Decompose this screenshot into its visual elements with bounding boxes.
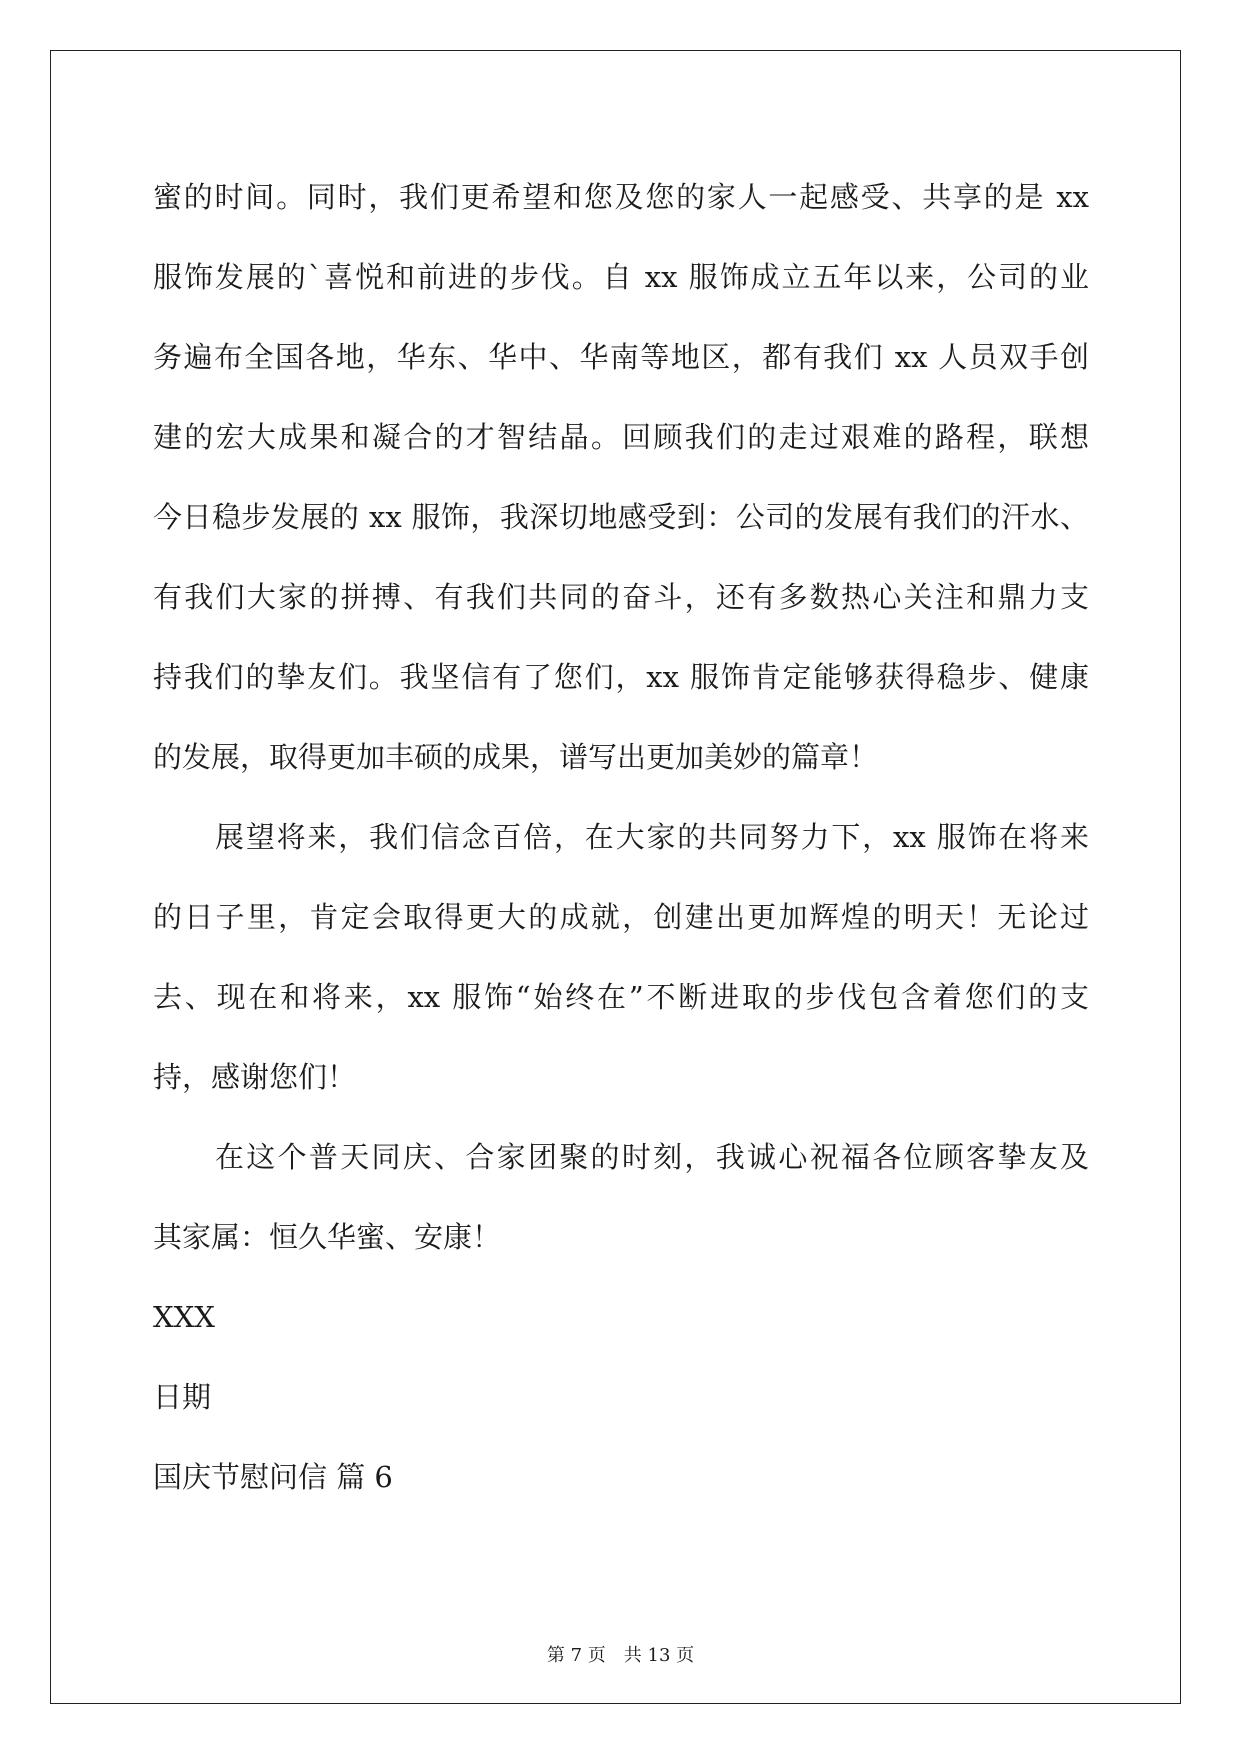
text-line: 的发展，取得更加丰硕的成果，谱写出更加美妙的篇章！ (153, 740, 879, 774)
text-line: 蜜的时间。同时，我们更希望和您及您的家人一起感受、共享的是 xx (153, 180, 1089, 214)
text-line: 建的宏大成果和凝合的才智结晶。回顾我们的走过艰难的路程，联想 (153, 420, 1089, 454)
signature: XXX (153, 1300, 215, 1334)
text-line: 持我们的挚友们。我坚信有了您们，xx 服饰肯定能够获得稳步、健康 (153, 660, 1089, 694)
text-line: 的日子里，肯定会取得更大的成就，创建出更加辉煌的明天！无论过 (153, 900, 1089, 934)
text-line: 今日稳步发展的 xx 服饰，我深切地感受到：公司的发展有我们的汗水、 (153, 500, 1089, 534)
page-total: 共 13 页 (623, 1645, 695, 1666)
text-line: 持，感谢您们！ (153, 1060, 357, 1094)
text-line: 展望将来，我们信念百倍，在大家的共同努力下，xx 服饰在将来 (215, 820, 1089, 854)
text-line: 在这个普天同庆、合家团聚的时刻，我诚心祝福各位顾客挚友及 (215, 1140, 1089, 1174)
text-line: 有我们大家的拼搏、有我们共同的奋斗，还有多数热心关注和鼎力支 (153, 580, 1089, 614)
letter-body (153, 157, 1089, 1517)
text-line: 其家属：恒久华蜜、安康！ (153, 1220, 502, 1254)
date-label: 日期 (153, 1380, 212, 1414)
section-heading: 国庆节慰问信 篇 6 (153, 1460, 393, 1494)
text-line: 务遍布全国各地，华东、华中、华南等地区，都有我们 xx 人员双手创 (153, 340, 1089, 374)
text-line: 服饰发展的`喜悦和前进的步伐。自 xx 服饰成立五年以来，公司的业 (153, 260, 1089, 294)
text-line: 去、现在和将来，xx 服饰“始终在”不断进取的步伐包含着您们的支 (153, 980, 1089, 1014)
page-footer (0, 1644, 1241, 1668)
page-number: 第 7 页 (546, 1645, 606, 1666)
